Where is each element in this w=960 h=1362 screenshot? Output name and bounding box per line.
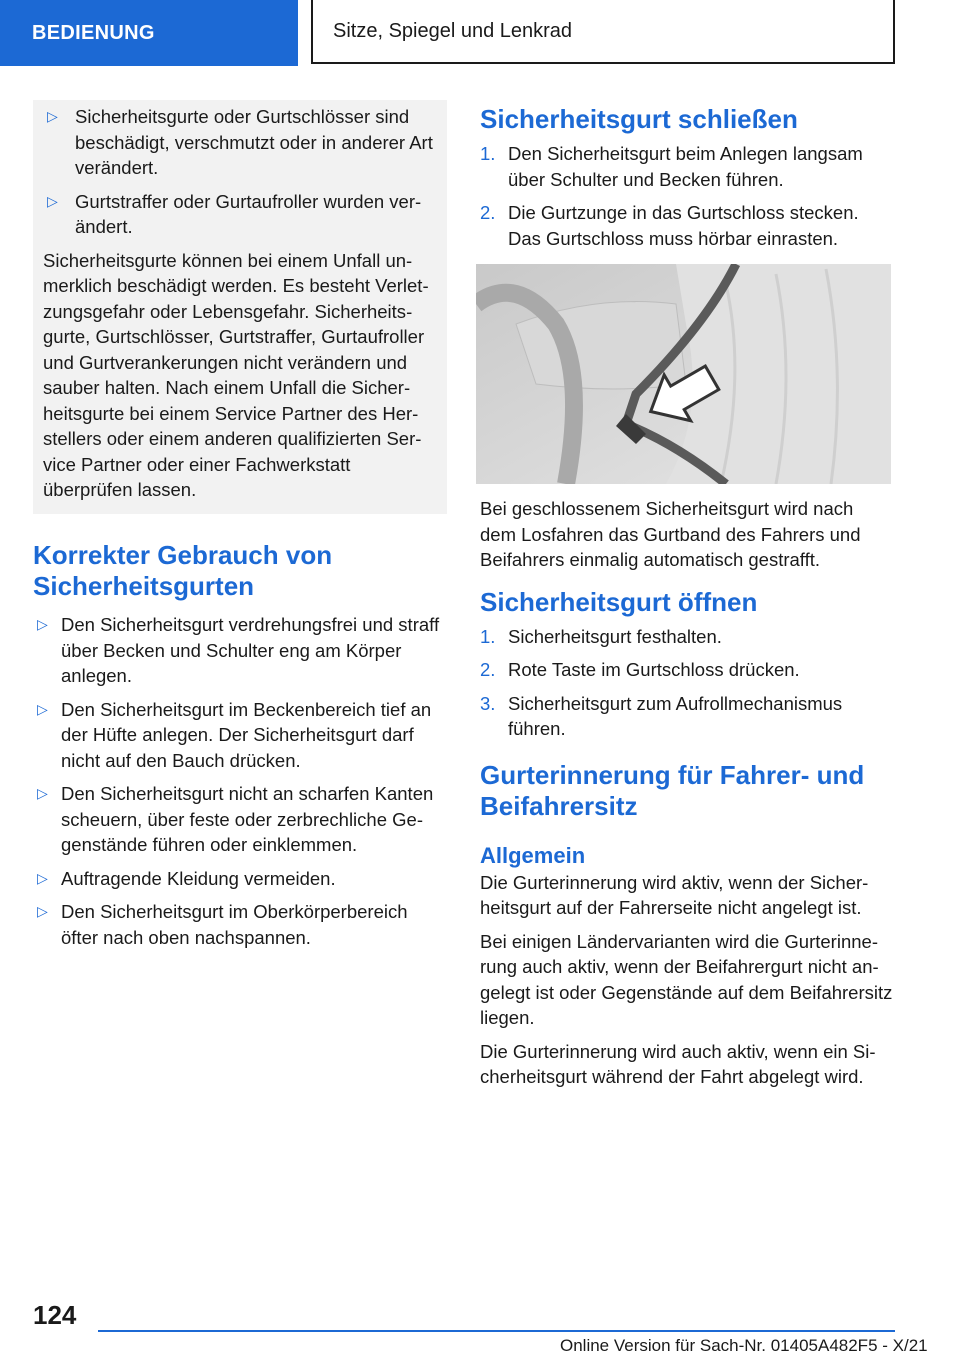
seatbelt-illustration xyxy=(476,264,891,484)
warning-box xyxy=(33,100,447,514)
step-number: 2. xyxy=(480,202,496,223)
close-heading: Sicherheitsgurt schließen xyxy=(480,104,798,134)
open-section xyxy=(480,496,894,1098)
close-step xyxy=(480,200,894,251)
general-paragraph: Die Gurterinnerung wird aktiv, wenn der Sicherheitsgurt auf der Fahrerseite nicht angelegt ist. xyxy=(480,871,869,918)
usage-bullet xyxy=(33,866,447,892)
triangle-bullet-icon: ▷ xyxy=(37,700,48,717)
usage-bullet xyxy=(33,697,447,774)
usage-bullet-text: Auftragende Kleidung vermeiden. xyxy=(61,867,336,889)
usage-bullet-text: Den Sicherheitsgurt nicht an scharfen Kanten scheuern, über feste oder zerbrechliche Gegenstände führen oder einklemmen. xyxy=(61,783,434,855)
usage-bullet xyxy=(33,781,447,858)
step-text: Sicherheitsgurt festhalten. xyxy=(508,625,722,647)
close-step xyxy=(480,141,894,192)
step-text: Die Gurtzunge in das Gurtschloss stecken. Das Gurtschloss muss hörbar einrasten. xyxy=(508,202,859,249)
usage-heading: Korrekter Gebrauch von Sicherheitsgurten xyxy=(33,540,333,601)
warning-paragraph: Sicherheitsgurte können bei einem Unfall unmerklich beschädigt werden. Es besteht Verletzungsgefahr oder Lebensgefahr. Sicherheitsgurte, Gurtschlösser, Gurtstraffer, Gurtaufroller und Gurtverankerungen nicht verändern und sauber halten. Nach einem Unfall die Sicherheitsgurte bei einem Service Partner des Herstellers oder einem anderen qualifizierten Service Partner oder einer Fachwerkstatt überprüfen lassen. xyxy=(43,249,429,500)
step-text: Sicherheitsgurt zum Aufrollmechanismus führen. xyxy=(508,692,843,739)
open-step xyxy=(480,624,894,650)
open-heading: Sicherheitsgurt öffnen xyxy=(480,586,758,617)
general-heading: Allgemein xyxy=(480,842,586,868)
warning-bullet xyxy=(43,189,443,240)
reminder-heading: Gurterinnerung für Fahrer- und Beifahrersitz xyxy=(480,759,865,821)
usage-bullet-text: Den Sicherheitsgurt verdrehungsfrei und straff über Becken und Schulter eng am Körper anlegen. xyxy=(61,614,440,686)
section-tab xyxy=(0,0,298,66)
step-text: Den Sicherheitsgurt beim Anlegen langsam über Schulter und Becken führen. xyxy=(508,143,863,190)
usage-bullet-text: Den Sicherheitsgurt im Beckenbereich tief an der Hüfte anlegen. Der Sicherheitsgurt darf nicht auf den Bauch drücken. xyxy=(61,698,432,771)
open-step xyxy=(480,691,894,742)
triangle-bullet-icon: ▷ xyxy=(37,785,48,801)
footer-divider xyxy=(98,1330,895,1332)
close-section xyxy=(480,104,894,259)
triangle-bullet-icon: ▷ xyxy=(37,903,48,919)
warning-bullet-text: Sicherheitsgurte oder Gurtschlösser sind beschädigt, verschmutzt oder in anderer Art verändert. xyxy=(75,106,433,178)
section-title: BEDIENUNG xyxy=(32,21,155,44)
usage-bullet xyxy=(33,899,447,950)
usage-bullet-text: Den Sicherheitsgurt im Oberkörperbereich öfter nach oben nachspannen. xyxy=(61,901,408,948)
step-number: 1. xyxy=(480,625,496,647)
chapter-header xyxy=(311,0,895,64)
warning-bullet-text: Gurtstraffer oder Gurtaufroller wurden verändert. xyxy=(75,190,422,237)
seatbelt-buckle-image xyxy=(476,264,891,484)
footer-online-version: Online Version für Sach-Nr. 01405A482F5 - X/21 xyxy=(560,1336,928,1355)
triangle-bullet-icon: ▷ xyxy=(47,192,58,209)
page-number: 124 xyxy=(33,1300,77,1330)
triangle-bullet-icon: ▷ xyxy=(37,616,48,632)
step-number: 3. xyxy=(480,692,496,714)
warning-bullet xyxy=(43,104,443,181)
general-paragraph: Bei einigen Ländervarianten wird die Gurterinnerung auch aktiv, wenn der Beifahrergurt nicht angelegt ist oder Gegenstände auf dem Beifahrersitz liegen. xyxy=(480,930,893,1028)
step-text: Rote Taste im Gurtschloss drücken. xyxy=(508,659,800,680)
close-note: Bei geschlossenem Sicherheitsgurt wird nach dem Losfahren das Gurtband des Fahrers und Beifahrers einmalig automatisch gestrafft. xyxy=(480,498,861,570)
usage-bullet xyxy=(33,612,447,689)
triangle-bullet-icon: ▷ xyxy=(37,869,48,886)
step-number: 1. xyxy=(480,143,496,164)
usage-section xyxy=(33,540,447,958)
triangle-bullet-icon: ▷ xyxy=(47,108,58,124)
open-step xyxy=(480,657,894,683)
general-paragraph: Die Gurterinnerung wird auch aktiv, wenn ein Sicherheitsgurt während der Fahrt abgelegt wird. xyxy=(480,1040,876,1087)
step-number: 2. xyxy=(480,659,496,680)
chapter-title: Sitze, Spiegel und Lenkrad xyxy=(333,19,573,42)
